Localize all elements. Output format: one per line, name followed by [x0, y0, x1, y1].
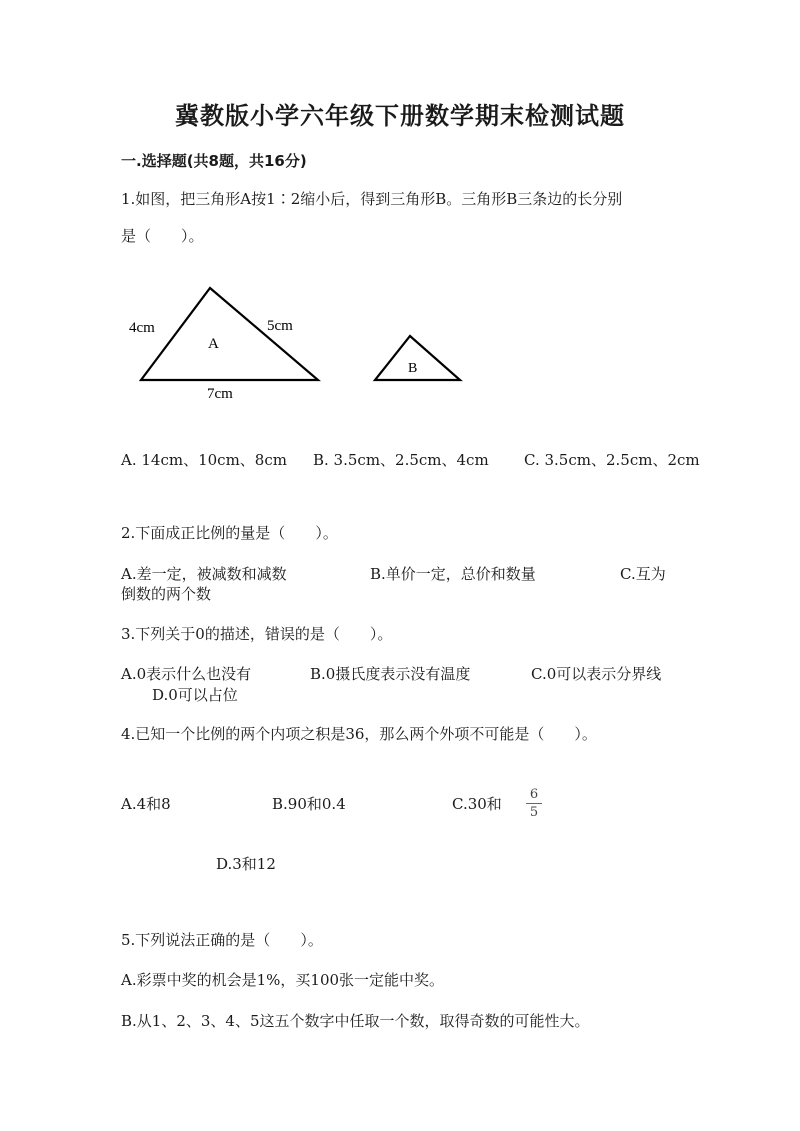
q5-option-a: A.彩票中奖的机会是1%，买100张一定能中奖。 — [121, 971, 445, 989]
side-bottom-label: 7cm — [207, 386, 233, 402]
q3-option-c: C.0可以表示分界线 — [531, 665, 662, 683]
section-heading: 一.选择题(共8题，共16分) — [121, 152, 307, 170]
side-right-label: 5cm — [267, 318, 293, 334]
q2-stem: 2.下面成正比例的量是（ ）。 — [121, 524, 338, 542]
q5-option-b: B.从1、2、3、4、5这五个数字中任取一个数，取得奇数的可能性大。 — [121, 1012, 590, 1030]
fraction-denominator: 5 — [529, 805, 539, 820]
q3-option-a: A.0表示什么也没有 — [121, 665, 252, 683]
q1-option-c: C. 3.5cm、2.5cm、2cm — [524, 451, 700, 469]
q3-option-d: D.0可以占位 — [152, 686, 238, 704]
q5-stem: 5.下列说法正确的是（ ）。 — [121, 931, 323, 949]
q4-option-a: A.4和8 — [121, 795, 171, 813]
fraction-numerator: 6 — [529, 787, 539, 802]
q4-option-d: D.3和12 — [216, 855, 276, 873]
q4-option-c: C.30和 — [452, 795, 502, 813]
side-left-label: 4cm — [129, 320, 155, 336]
triangle-b — [375, 336, 460, 380]
q1-option-b: B. 3.5cm、2.5cm、4cm — [313, 451, 489, 469]
q4-stem: 4.已知一个比例的两个内项之积是36，那么两个外项不可能是（ ）。 — [121, 725, 597, 743]
page-title: 冀教版小学六年级下册数学期末检测试题 — [175, 101, 625, 130]
q1-stem-line2: 是（ ）。 — [121, 227, 204, 245]
q1-stem-line1: 1.如图，把三角形A按1∶2缩小后，得到三角形B。三角形B三条边的长分别 — [121, 190, 623, 208]
q2-option-c-continued: 倒数的两个数 — [121, 585, 212, 603]
q3-option-b: B.0摄氏度表示没有温度 — [310, 665, 471, 683]
q3-stem: 3.下列关于0的描述，错误的是（ ）。 — [121, 625, 393, 643]
triangle-a-label: A — [208, 336, 219, 352]
q4-option-b: B.90和0.4 — [272, 795, 346, 813]
q1-option-a: A. 14cm、10cm、8cm — [121, 451, 287, 469]
q2-option-a: A.差一定，被减数和减数 — [121, 565, 287, 583]
q1-triangles-figure — [120, 280, 480, 410]
q2-option-b: B.单价一定，总价和数量 — [370, 565, 536, 583]
triangle-a — [141, 288, 318, 380]
q2-option-c: C.互为 — [620, 565, 666, 583]
q4-option-c-fraction — [526, 787, 542, 820]
triangle-b-label: B — [408, 361, 418, 376]
